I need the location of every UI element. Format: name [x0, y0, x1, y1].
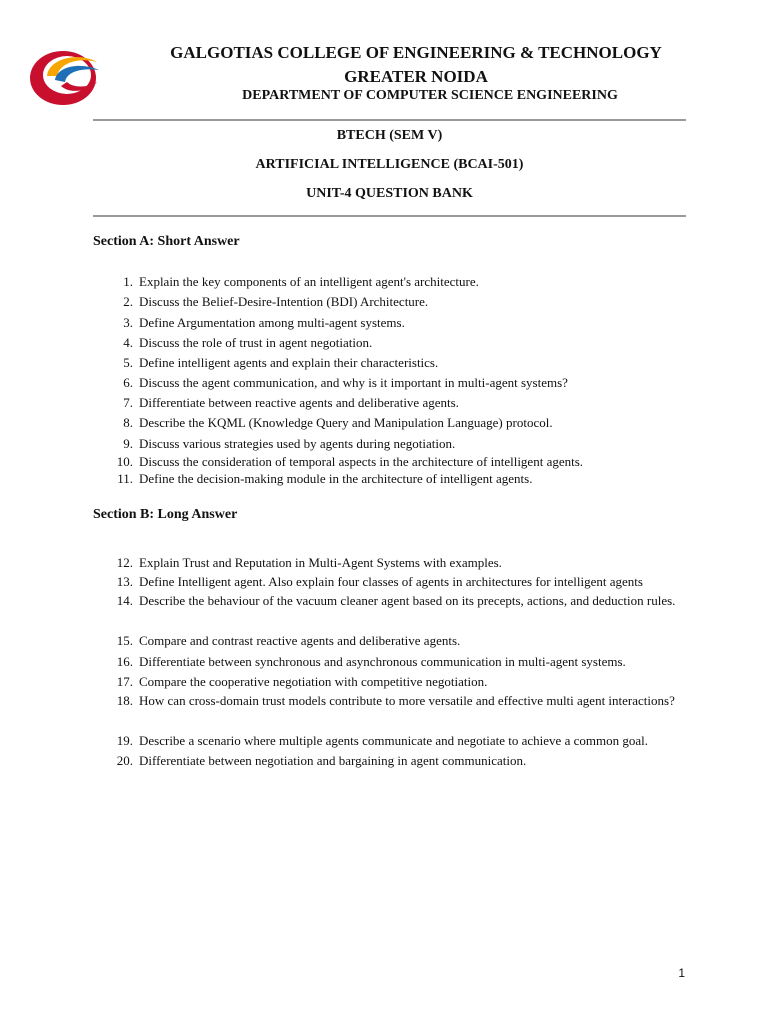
- question-number: 16.: [116, 654, 133, 669]
- question-text: Discuss various strategies used by agents during negotiation.: [139, 436, 456, 451]
- program-title: BTECH (SEM V): [336, 128, 443, 143]
- section-a-heading: Section A: Short Answer: [93, 234, 240, 249]
- page-number: 1: [678, 966, 685, 980]
- question-number: 9.: [123, 436, 133, 451]
- question-text: Differentiate between reactive agents and deliberative agents.: [139, 395, 459, 410]
- question-number: 5.: [123, 355, 133, 370]
- question-number: 11.: [117, 471, 133, 486]
- question-text: Discuss the consideration of temporal aspects in the architecture of intelligent agents.: [139, 454, 584, 469]
- question-number: 20.: [116, 753, 133, 768]
- question-text: Describe the behaviour of the vacuum cleaner agent based on its precepts, actions, and deduction rules.: [139, 593, 676, 608]
- question-text: Define Argumentation among multi-agent systems.: [139, 315, 405, 330]
- question-number: 10.: [116, 454, 133, 469]
- unit-title: UNIT-4 QUESTION BANK: [306, 186, 473, 201]
- question-text: Define intelligent agents and explain their characteristics.: [139, 355, 439, 370]
- question-number: 19.: [116, 733, 133, 748]
- question-text: Discuss the role of trust in agent negotiation.: [139, 335, 373, 350]
- question-number: 4.: [123, 335, 133, 350]
- question-text: Explain Trust and Reputation in Multi-Agent Systems with examples.: [139, 555, 502, 570]
- question-number: 7.: [123, 395, 133, 410]
- question-number: 3.: [123, 315, 133, 330]
- question-text: Differentiate between synchronous and asynchronous communication in multi-agent systems.: [139, 654, 626, 669]
- question-text: Compare and contrast reactive agents and deliberative agents.: [139, 633, 461, 648]
- question-text: Define Intelligent agent. Also explain four classes of agents in architectures for intelligent agents: [139, 574, 643, 589]
- question-number: 18.: [116, 693, 133, 708]
- question-number: 1.: [123, 274, 133, 289]
- question-text: Compare the cooperative negotiation with competitive negotiation.: [139, 674, 488, 689]
- question-text: Explain the key components of an intelligent agent's architecture.: [139, 274, 479, 289]
- question-number: 8.: [123, 415, 133, 430]
- question-text: Define the decision-making module in the architecture of intelligent agents.: [139, 471, 533, 486]
- question-text: Describe a scenario where multiple agents communicate and negotiate to achieve a common goal.: [139, 733, 648, 748]
- header-divider: [93, 119, 686, 121]
- department-name: DEPARTMENT OF COMPUTER SCIENCE ENGINEERING: [242, 88, 618, 103]
- question-number: 15.: [116, 633, 133, 648]
- subject-title: ARTIFICIAL INTELLIGENCE (BCAI-501): [255, 157, 524, 172]
- question-text: Differentiate between negotiation and bargaining in agent communication.: [139, 753, 527, 768]
- question-number: 2.: [123, 294, 133, 309]
- question-number: 12.: [116, 555, 133, 570]
- question-text: Describe the KQML (Knowledge Query and Manipulation Language) protocol.: [139, 415, 553, 430]
- question-number: 6.: [123, 375, 133, 390]
- course-divider: [93, 215, 686, 217]
- question-text: Discuss the Belief-Desire-Intention (BDI) Architecture.: [139, 294, 429, 309]
- question-number: 14.: [116, 593, 133, 608]
- section-b-heading: Section B: Long Answer: [93, 507, 238, 522]
- question-number: 13.: [116, 574, 133, 589]
- question-number: 17.: [116, 674, 133, 689]
- question-text: Discuss the agent communication, and why is it important in multi-agent systems?: [139, 375, 568, 390]
- college-name: GALGOTIAS COLLEGE OF ENGINEERING & TECHNOLOGY: [170, 43, 662, 62]
- question-text: How can cross-domain trust models contribute to more versatile and effective multi agent interactions?: [139, 693, 675, 708]
- college-city: GREATER NOIDA: [344, 67, 488, 86]
